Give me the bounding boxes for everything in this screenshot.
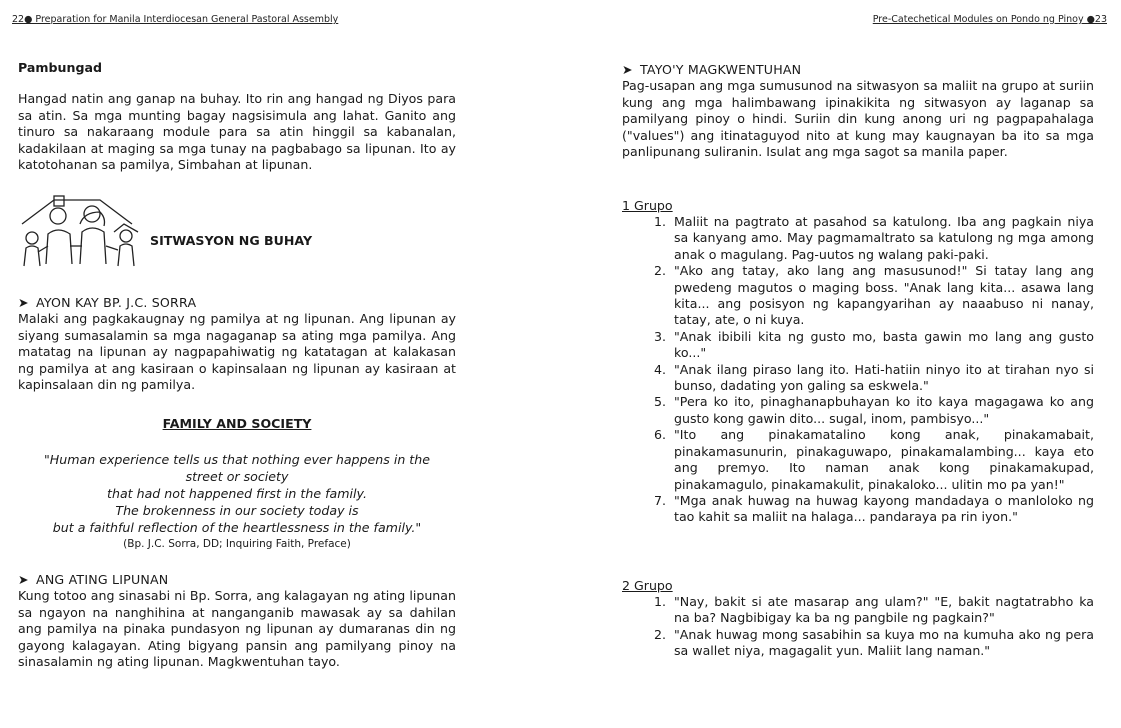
list-item: 5. "Pera ko ito, pinaghanapbuhayan ko ito kaya magagawa ko ang gusto kong gawin dito... sugal, inom, pambisyo..." bbox=[670, 394, 1094, 427]
running-head-right: Pre-Catechetical Modules on Pondo ng Pinoy ●23 bbox=[872, 14, 1107, 25]
ating-lipunan-section bbox=[18, 572, 456, 671]
list-item: 6. "Ito ang pinakamatalino kong anak, pinakamabait, pinakamasunurin, pinakaguwapo, pinakamalambing... kaya eto ang premyo. Ito naman anak kong pinakamakupad, pinakamagulo, pinakamakulit, pinakaloko... ulitin mo pa yan!" bbox=[670, 427, 1094, 493]
family-society-quote bbox=[18, 451, 456, 536]
list-item: 1. "Nay, bakit si ate masarap ang ulam?" "E, bakit nagtatrabho ka na ba? Nagbibigay ka ba ng pangbile ng pagkain?" bbox=[670, 594, 1094, 627]
grupo2-section bbox=[622, 578, 1094, 660]
pambungad-section bbox=[18, 60, 456, 174]
tayo-heading bbox=[622, 62, 1094, 78]
tayo-section bbox=[622, 62, 1094, 161]
list-item: 1. Maliit na pagtrato at pasahod sa katulong. Iba ang pagkain niya sa kanyang amo. May pagmamaltrato sa katulong ng mga among anak o magulang. Pag-uutos ng walang paki-paki. bbox=[670, 214, 1094, 263]
ayon-text: Malaki ang pagkakaugnay ng pamilya at ng lipunan. Ang lipunan ay siyang sumasalamin sa mga nagaganap sa ating mga pamilya. Ang matatag na lipunan ay nagpapahiwatig ng katatagan at kalakasan ng pamilya at ang kasiraan o kapinsalaan ng lipunan ay kasiraan at kapinsalaan din ng pamilya. bbox=[18, 311, 456, 393]
quote-line: that had not happened first in the family. bbox=[107, 485, 367, 501]
grupo1-section bbox=[622, 198, 1094, 526]
pambungad-heading: Pambungad bbox=[18, 60, 102, 75]
tayo-heading-text: TAYO'Y MAGKWENTUHAN bbox=[640, 62, 802, 77]
list-item: 3. "Anak ibibili kita ng gusto mo, basta gawin mo lang ang gusto ko..." bbox=[670, 329, 1094, 362]
arrow-icon: ➤ bbox=[18, 295, 29, 310]
arrow-icon: ➤ bbox=[18, 572, 29, 587]
ayon-heading-text: AYON KAY BP. J.C. SORRA bbox=[36, 295, 197, 310]
tayo-text: Pag-usapan ang mga sumusunod na sitwasyon sa maliit na grupo at suriin kung ang mga halimbawang ipinakikita ng sitwasyon ay laganap sa pamilyang pinoy o hindi. Suriin din kung anong uri ng pagpapahalaga ("values") ang itinataguyod nito at kung may kaugnayan ba ito sa mga panlipunang suliranin. Isulat ang mga sagot sa manila paper. bbox=[622, 78, 1094, 160]
quote-line: "Human experience tells us that nothing ever happens in the bbox=[44, 451, 430, 467]
list-item: 4. "Anak ilang piraso lang ito. Hati-hatiin ninyo ito at tirahan nyo si bunso, dadating yon galing sa eskwela." bbox=[670, 362, 1094, 395]
list-item: 2. "Anak huwag mong sasabihin sa kuya mo na kumuha ako ng pera sa wallet niya, magagalit yun. Maliit lang naman." bbox=[670, 627, 1094, 660]
grupo1-title: 1 Grupo bbox=[622, 198, 673, 213]
grupo1-list bbox=[622, 214, 1094, 526]
quote-line: street or society bbox=[185, 468, 289, 484]
list-item: 7. "Mga anak huwag na huwag kayong mandadaya o manloloko ng tao kahit sa maliit na halaga... pandaraya pa rin iyon." bbox=[670, 493, 1094, 526]
running-head-left: 22● Preparation for Manila Interdiocesan General Pastoral Assembly bbox=[12, 14, 339, 25]
ayon-section bbox=[18, 295, 456, 394]
ating-lipunan-text: Kung totoo ang sinasabi ni Bp. Sorra, ang kalagayan ng ating lipunan sa ngayon na nanghihina at nanganganib mawasak ay sa dahilan ang pamilya na pinaka pundasyon ng lipunan ay dumaranas din ng gayong kalagayan. Ating bigyang pansin ang pamilyang pinoy na sinasalamin ng ating lipunan. Magkwentuhan tayo. bbox=[18, 588, 456, 670]
grupo2-list bbox=[622, 594, 1094, 660]
ayon-heading bbox=[18, 295, 456, 311]
family-icon bbox=[14, 194, 142, 270]
pambungad-text: Hangad natin ang ganap na buhay. Ito rin ang hangad ng Diyos para sa atin. Sa mga munting bagay nagsisimula ang lahat. Ganito ang tinuro sa nakaraang module para sa atin hinggil sa kabanalan, kadakilaan at maging sa mga tunay na pagbabago sa lipunan. Ito ay katotohanan sa pamilya, Simbahan at lipunan. bbox=[18, 91, 456, 173]
ating-lipunan-heading-text: ANG ATING LIPUNAN bbox=[36, 572, 169, 587]
left-page bbox=[0, 0, 560, 728]
quote-line: but a faithful reflection of the heartlessness in the family." bbox=[52, 519, 422, 535]
arrow-icon: ➤ bbox=[622, 62, 633, 77]
family-society-section bbox=[18, 416, 456, 552]
grupo2-title: 2 Grupo bbox=[622, 578, 673, 593]
quote-line: The brokenness in our society today is bbox=[115, 502, 359, 518]
sitwasyon-title: SITWASYON NG BUHAY bbox=[150, 233, 313, 248]
quote-citation: (Bp. J.C. Sorra, DD; Inquiring Faith, Preface) bbox=[123, 537, 351, 550]
right-page bbox=[560, 0, 1121, 728]
list-item: 2. "Ako ang tatay, ako lang ang masusunod!" Si tatay lang ang pwedeng magutos o maging boss. "Anak lang kita... asawa lang kita... ang posisyon ng kapangyarihan ay naaabuso ni nanay, tatay, ate, o ni kuya. bbox=[670, 263, 1094, 329]
family-society-heading: FAMILY AND SOCIETY bbox=[162, 416, 312, 431]
ating-lipunan-heading bbox=[18, 572, 456, 588]
